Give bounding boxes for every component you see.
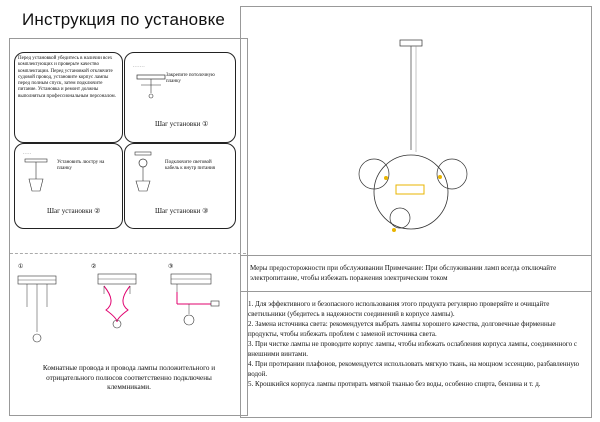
precautions-header: Меры предосторожности при обслуживании Примечание: При обслуживании ламп всегда отключайте электропитание, чтобы избежать поражения электрическим током: [250, 264, 557, 282]
wiring-diagram-3: [165, 262, 235, 352]
page-title: Инструкция по установке: [22, 10, 226, 29]
instruction-box-1: [14, 52, 123, 143]
box4-step: [155, 207, 208, 215]
box1-text: Перед установкой убедитесь в наличии всех комплектующих и проверьте качество комплектации. Перед установкой отключите судовой провод, установите корпус лампы перед полным спуск, затем подключите питание. Установка и ремонт должны выполняться профессиональным персоналом.: [18, 56, 116, 99]
cable-connect-diagram: [131, 149, 171, 199]
marker-3: ③: [168, 264, 174, 270]
step-number: ②: [94, 207, 101, 215]
precaution-item: 1. Для эффективного и безопасного использования этого продукта регулярно проверяйте и очищайте светильники (убедитесь в надежности соединений в корпусе лампы).: [248, 300, 550, 318]
precaution-item: 4. При протирании плафонов, рекомендуется использовать мягкую ткань, на мощном эссенцию, разбавленную водой.: [248, 360, 580, 378]
right-divider-2: [240, 291, 591, 292]
marker-1: ①: [18, 264, 24, 270]
precaution-item: 3. При чистке лампы не проводите корпус лампы, чтобы избежать ослабления корпуса лампы, соединенного с внешними винтами.: [248, 340, 577, 358]
step-label: Шаг установки: [155, 207, 201, 215]
step-label: Шаг установки: [47, 207, 93, 215]
box4-caption: Подключите световой кабель к внутр питания: [165, 160, 215, 171]
left-divider: [10, 253, 246, 254]
wiring-diagram-2: [88, 262, 148, 352]
wiring-caption: Комнатные провода и провода лампы положительного и отрицательного полюсов соответственно подключены клеммниками.: [42, 364, 216, 392]
right-divider-1: [240, 255, 591, 256]
step-number: ③: [202, 207, 209, 215]
instruction-box-4: [124, 143, 236, 229]
instruction-box-2: [124, 52, 236, 143]
pendant-lamp-illustration: [340, 30, 540, 270]
box2-step: [155, 120, 208, 128]
wiring-diagram-1: [15, 262, 75, 352]
step-number: ①: [202, 120, 209, 128]
svg-text:- - - - - - -: - - - - - - -: [133, 64, 145, 68]
instruction-box-3: [14, 143, 123, 229]
precaution-item: 2. Замена источника света: рекомендуется выбрать лампы хорошего качества, долговечные фирменные продукты, чтобы избежать проблем с заменой источника света.: [248, 320, 556, 338]
marker-2: ②: [91, 264, 97, 270]
box3-caption: Установить люстру на планку: [57, 160, 105, 171]
box3-step: [47, 207, 100, 215]
precaution-item: 5. Крошкийся корпуса лампы протирать мягкой тканью без воды, особенно спирта, бензина и т. д.: [248, 380, 541, 388]
chandelier-mount-diagram: [23, 149, 63, 199]
precautions-list: [248, 300, 582, 390]
ceiling-plate-diagram: [133, 61, 173, 111]
svg-text:- - - - -: - - - - -: [23, 151, 31, 155]
box2-caption: Закрепите потолочную планку: [166, 73, 215, 84]
step-label: Шаг установки: [155, 120, 201, 128]
